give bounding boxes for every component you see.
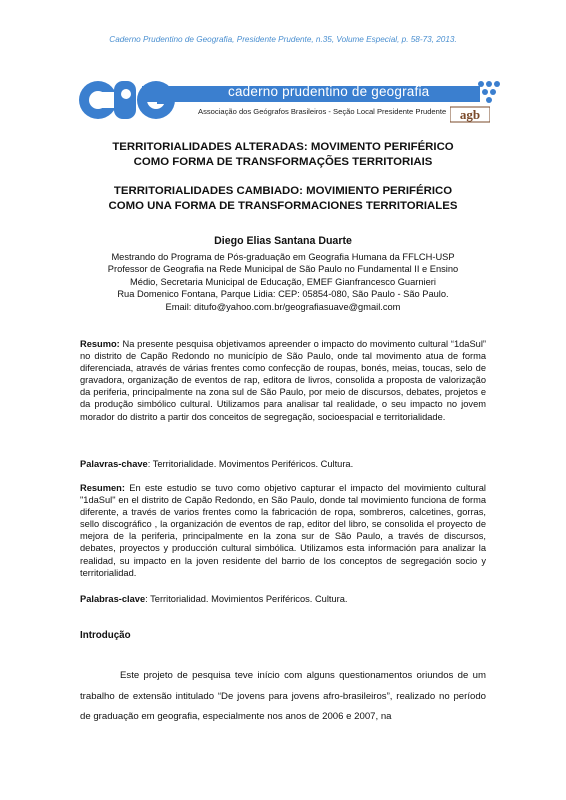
title-line: COMO FORMA DE TRANSFORMAÇÕES TERRITORIAIS bbox=[133, 156, 433, 168]
abstract-spanish bbox=[80, 482, 486, 579]
section-heading: Introdução bbox=[80, 630, 131, 641]
agb-logo bbox=[450, 104, 490, 124]
banner-subtitle: Associação dos Geógrafos Brasileiros - Seção Local Presidente Prudente bbox=[198, 107, 447, 116]
keywords-text: : Territorialidade. Movimentos Periféricos. Cultura. bbox=[147, 459, 354, 469]
cpg-logo bbox=[78, 76, 188, 128]
affiliation-line: Médio, Secretaria Municipal de Educação, EMEF Gianfrancesco Guarnieri bbox=[130, 276, 436, 287]
title-portuguese bbox=[0, 140, 566, 170]
affiliation-line: Professor de Geografia na Rede Municipal de São Paulo no Fundamental II e Ensino bbox=[107, 264, 459, 275]
affiliation-line: Mestrando do Programa de Pós-graduação em Geografia Humana da FFLCH-USP bbox=[111, 252, 455, 262]
keywords-label: Palavras-chave bbox=[80, 459, 148, 469]
keywords-label: Palabras-clave bbox=[80, 594, 146, 604]
abstract-text: Na presente pesquisa objetivamos apreender o impacto do movimento cultural “1daSul” no distrito de Capão Redondo no município de São Paulo, onde tal movimento atua de forma diferenciada, através de várias frentes como confecção de roupas, bonés, meias, toucas, selo de gravadora, organização de eventos de rap, editora de livros, consolida a proposta de valorização da periferia, principalmente na zona sul de São Paulo, por meio de discursos, debates, projetos e da produção simbólico cultural. Utilizamos para analisar tal realidade, o seu impacto no jovem morador do distrito a partir dos conceitos de segregação, socioespacial e territorialidade. bbox=[80, 339, 486, 422]
abstract-label: Resumen: bbox=[80, 483, 125, 493]
author-affiliation bbox=[60, 251, 506, 313]
agb-text: agb bbox=[459, 107, 481, 122]
keywords-portuguese bbox=[80, 458, 486, 470]
abstract-text: En este estudio se tuvo como objetivo capturar el impacto del movimiento cultural "1daSul" en el distrito de Capão Redondo, en São Paulo, donde tal movimiento funciona de forma diferente, a través de varios frentes como la fabricación de ropa, sombreros, calcetines, gorras, sello discográfico , la organización de eventos de rap, editor del libro, se consolida el proyecto de mejora de la periferia, principalmente en la zona sur de São Paulo, a través de discursos, debates, proyectos y producción cultural simbólica. Utilizamos esta información para analizar la realidad, su impacto en la joven residente del barrio de los conceptos de segregación socio y territorialidad. bbox=[80, 483, 486, 578]
affiliation-line: Rua Domenico Fontana, Parque Lidia: CEP: 05854-080, São Paulo - São Paulo. bbox=[117, 289, 449, 300]
keywords-spanish bbox=[80, 593, 486, 605]
keywords-text: : Territorialidad. Movimientos Periféricos. Cultura. bbox=[145, 594, 348, 604]
dots-icon bbox=[476, 79, 502, 105]
author-name: Diego Elias Santana Duarte bbox=[214, 235, 352, 247]
intro-paragraph: Este projeto de pesquisa teve início com alguns questionamentos oriundos de um trabalho de extensão intitulado “De jovens para jovens afro-brasileiros”, realizado no período de graduação em geografia, especialmente nos anos de 2006 e 2007, na bbox=[80, 670, 486, 722]
banner-title: caderno prudentino de geografia bbox=[228, 84, 430, 99]
title-spanish bbox=[0, 184, 566, 214]
running-head: Caderno Prudentino de Geografia, Presidente Prudente, n.35, Volume Especial, p. 58-73, 2013. bbox=[109, 35, 457, 44]
abstract-portuguese bbox=[80, 338, 486, 423]
title-line: TERRITORIALIDADES CAMBIADO: MOVIMIENTO PERIFÉRICO bbox=[113, 185, 453, 197]
abstract-label: Resumo: bbox=[80, 339, 120, 349]
journal-banner bbox=[78, 76, 498, 128]
affiliation-email: Email: ditufo@yahoo.com.br/geografiasuave@gmail.com bbox=[165, 301, 401, 312]
title-line: TERRITORIALIDADES ALTERADAS: MOVIMENTO PERIFÉRICO bbox=[112, 141, 454, 153]
title-line: COMO UNA FORMA DE TRANSFORMACIONES TERRITORIALES bbox=[108, 200, 458, 212]
